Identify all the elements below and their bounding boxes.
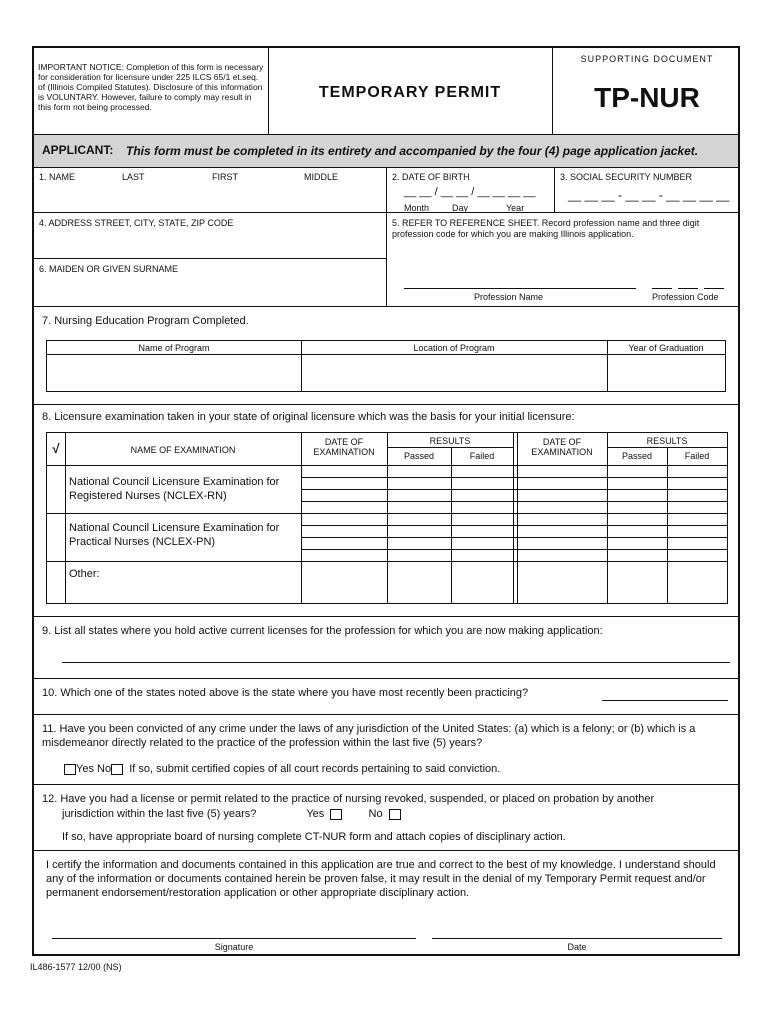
certification-text: I certify the information and documents contained in this application are true and correct to the best of my knowledge. I understand should any of the information or documents contained herein be proven false, it may result in the denial of my Temporary Permit request and/or permanent endorsement/restoration application or other appropriate disciplinary action.	[46, 859, 716, 899]
q12-yes-checkbox[interactable]	[330, 809, 342, 820]
q12-no-label: No	[368, 808, 383, 820]
important-notice: IMPORTANT NOTICE: Completion of this form is necessary for consideration for licensure under 225 ILCS 65/1 et.seq. of (Illinois Compiled Statutes). Disclosure of this information is VOLUNTARY. However, failure to comply may result in this form not being processed.	[38, 62, 264, 112]
ssn-label: 3. SOCIAL SECURITY NUMBER	[560, 172, 693, 182]
profession-code-label: Profession Code	[652, 292, 719, 302]
date-line[interactable]	[432, 938, 722, 939]
q11-yes-label: Yes	[76, 763, 94, 775]
form-title: TEMPORARY PERMIT	[318, 84, 502, 101]
month-label: Month	[404, 203, 430, 213]
form-frame	[32, 46, 740, 956]
col-passed: Passed	[403, 451, 435, 461]
col-exam-name: NAME OF EXAMINATION	[130, 445, 236, 455]
col-failed-2: Failed	[684, 451, 710, 461]
signature-line[interactable]	[52, 938, 416, 939]
doc-code: TP-NUR	[594, 82, 700, 113]
form-footer: IL486-1577 12/00 (NS)	[30, 962, 122, 972]
reference-instruction: 5. REFER TO REFERENCE SHEET. Record profession name and three digit profession code for which you are making Illinois application.	[392, 218, 700, 239]
q11-no-label: No	[97, 763, 112, 775]
date-label: Date	[567, 942, 587, 952]
col-results: RESULTS	[429, 436, 471, 446]
col-program-location: Location of Program	[413, 343, 495, 353]
dob-input[interactable]: __ __ / __ __ / __ __ __ __	[404, 186, 536, 198]
col-passed-2: Passed	[621, 451, 653, 461]
q12-followup: If so, have appropriate board of nursing complete CT-NUR form and attach copies of disciplinary action.	[62, 831, 566, 843]
col-program-name: Name of Program	[138, 343, 210, 353]
ssn-input[interactable]: __ __ __ - __ __ - __ __ __ __	[568, 188, 730, 202]
exam-row-rn: National Council Licensure Examination for Registered Nurses (NCLEX-RN)	[69, 476, 280, 502]
first-label: FIRST	[212, 172, 238, 182]
q10-answer-line[interactable]	[602, 700, 728, 701]
col-results-2: RESULTS	[646, 436, 688, 446]
address-label: 4. ADDRESS STREET, CITY, STATE, ZIP CODE	[39, 218, 234, 228]
q12-no-checkbox[interactable]	[389, 809, 401, 820]
q7-label: 7. Nursing Education Program Completed.	[42, 315, 249, 327]
check-column: √	[52, 441, 60, 456]
q10-label: 10. Which one of the states noted above is the state where you have most recently been practicing?	[42, 687, 529, 699]
q11-followup: If so, submit certified copies of all court records pertaining to said conviction.	[129, 763, 501, 775]
col-graduation-year: Year of Graduation	[628, 343, 704, 353]
exam-row-pn: National Council Licensure Examination for Practical Nurses (NCLEX-PN)	[69, 522, 280, 548]
applicant-instruction: This form must be completed in its entirety and accompanied by the four (4) page application jacket.	[126, 144, 699, 158]
col-failed: Failed	[469, 451, 495, 461]
q9-answer-line[interactable]	[62, 662, 730, 663]
q11-no-checkbox[interactable]	[111, 764, 123, 775]
q11-yes-checkbox[interactable]	[64, 764, 76, 775]
col-exam-date: DATE OF EXAMINATION	[313, 437, 375, 457]
exam-row-other: Other:	[69, 568, 100, 580]
q12-yes-label: Yes	[306, 808, 325, 820]
name-label: 1. NAME	[39, 172, 76, 182]
col-exam-date-2: DATE OF EXAMINATION	[531, 437, 593, 457]
q11-answer-row	[64, 762, 500, 776]
applicant-bar	[34, 134, 738, 168]
dob-label: 2. DATE OF BIRTH	[392, 172, 470, 182]
q12-label: 12. Have you had a license or permit related to the practice of nursing revoked, suspended, or placed on probation by another	[42, 793, 655, 805]
maiden-label: 6. MAIDEN OR GIVEN SURNAME	[39, 264, 179, 274]
q9-label: 9. List all states where you hold active current licenses for the profession for which you are now making application:	[42, 625, 603, 637]
education-table	[46, 340, 726, 392]
q12-answer-row	[62, 807, 401, 821]
q11-label: 11. Have you been convicted of any crime under the laws of any jurisdiction of the United States: (a) which is a felony; or (b) which is a misdemeanor directly related to the practice of the profession within the last five (5) years?	[42, 723, 696, 749]
signature-label: Signature	[214, 942, 254, 952]
profession-name-label: Profession Name	[474, 292, 544, 302]
q12-label-2: jurisdiction within the last five (5) years?	[62, 808, 257, 820]
middle-label: MIDDLE	[304, 172, 339, 182]
q8-label: 8. Licensure examination taken in your state of original licensure which was the basis for your initial licensure:	[42, 411, 575, 423]
day-label: Day	[452, 203, 469, 213]
exam-table	[46, 432, 728, 604]
applicant-label: APPLICANT:	[42, 143, 114, 157]
doc-type: SUPPORTING DOCUMENT	[580, 54, 714, 64]
year-label: Year	[506, 203, 525, 213]
last-label: LAST	[122, 172, 145, 182]
